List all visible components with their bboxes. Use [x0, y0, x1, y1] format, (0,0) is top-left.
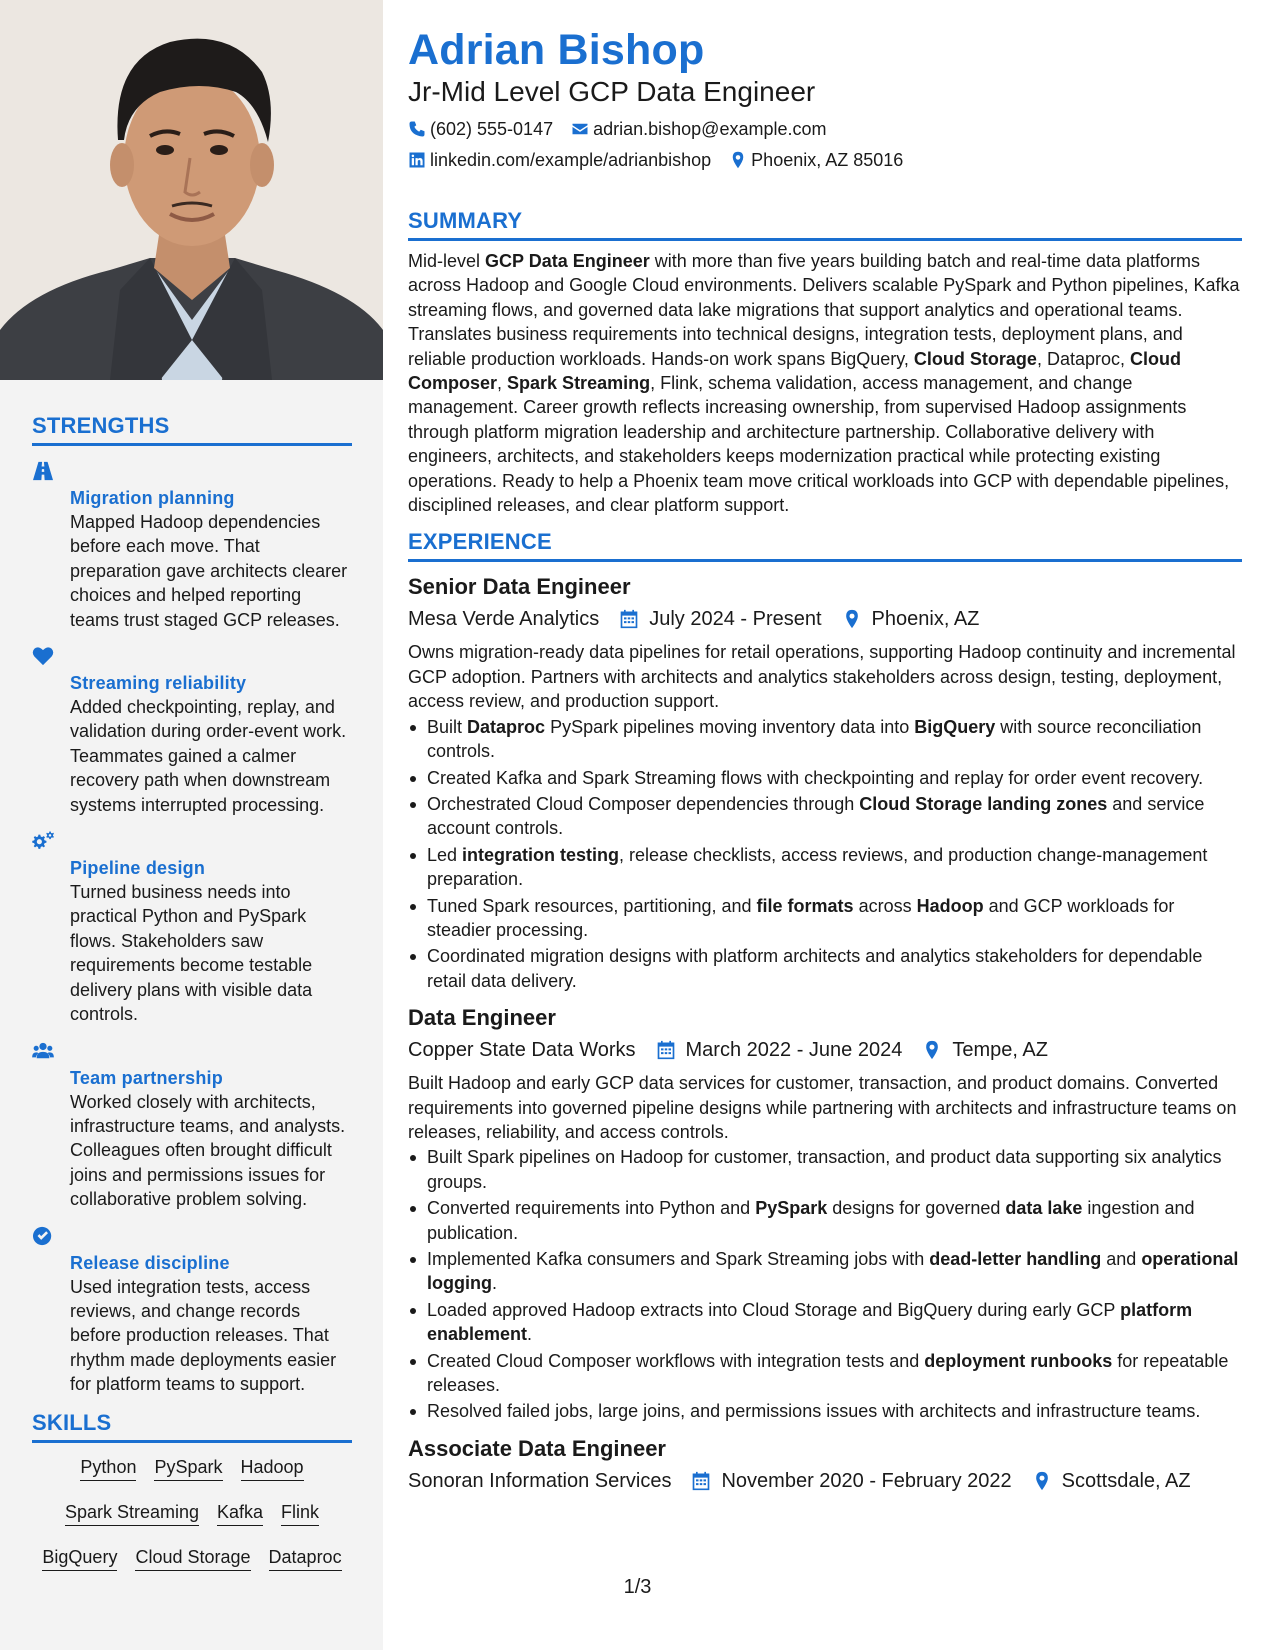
- text-run: Created Kafka and Spark Streaming flows with checkpointing and replay for order event recovery.: [427, 767, 1204, 788]
- text-run: designs for governed: [827, 1198, 1006, 1219]
- text-run: , Dataproc,: [1036, 348, 1130, 369]
- list-item: [408, 1298, 1242, 1347]
- page-number: 1/3: [623, 1576, 652, 1598]
- email-text: adrian.bishop@example.com: [593, 119, 827, 139]
- text-run: Built Spark pipelines on Hadoop for customer, transaction, and product data supporting six analytics groups.: [427, 1147, 1222, 1192]
- bold-text: BigQuery: [914, 716, 996, 737]
- job-location: Phoenix, AZ: [871, 608, 980, 631]
- text-run: PySpark pipelines moving inventory data into: [545, 716, 915, 737]
- section-divider: [408, 559, 1242, 562]
- users-icon: [32, 1040, 70, 1212]
- experience-section: [408, 529, 1242, 1493]
- list-item: [408, 715, 1242, 764]
- job-meta: [408, 1468, 1242, 1494]
- job-bullets: [408, 1145, 1242, 1423]
- summary-text: [408, 249, 1242, 517]
- job-title: Senior Data Engineer: [408, 574, 631, 600]
- calendar-icon: [619, 609, 639, 629]
- text-run: and GCP workloads for steadier processing.: [427, 895, 1175, 940]
- skill-tag: Kafka: [217, 1502, 263, 1526]
- main-content: [408, 0, 1242, 1494]
- profile-photo-illustration: [0, 0, 383, 380]
- linkedin-text: linkedin.com/example/adrianbishop: [430, 150, 712, 170]
- strength-item: [32, 1040, 352, 1212]
- text-run: .: [527, 1324, 533, 1345]
- text-run: and service account controls.: [427, 793, 1205, 839]
- bold-text: Cloud Storage landing zones: [859, 793, 1108, 814]
- strength-name: Streaming reliability: [70, 673, 247, 694]
- candidate-role: Jr-Mid Level GCP Data Engineer: [408, 76, 816, 107]
- bold-text: deployment runbooks: [924, 1350, 1113, 1371]
- text-run: .: [491, 1273, 497, 1294]
- section-divider: [32, 443, 352, 446]
- text-run: across: [853, 895, 917, 916]
- skills-list: [32, 1457, 352, 1571]
- bold-text: GCP Data Engineer: [485, 251, 650, 271]
- list-item: [408, 1145, 1242, 1194]
- text-run: Led: [427, 844, 463, 865]
- strength-item: [32, 645, 352, 817]
- bold-text: operational logging: [427, 1249, 1239, 1294]
- strength-item: [32, 460, 352, 632]
- job-title: Data Engineer: [408, 1005, 556, 1031]
- linkedin-contact[interactable]: [408, 149, 711, 171]
- text-run: Mid-level: [408, 251, 486, 271]
- skill-tag: Hadoop: [241, 1457, 304, 1481]
- candidate-name: Adrian Bishop: [408, 26, 705, 74]
- text-run: Orchestrated Cloud Composer dependencies through: [427, 793, 860, 814]
- list-item: [408, 1196, 1242, 1245]
- job-dates: March 2022 - June 2024: [685, 1039, 903, 1062]
- phone-text: (602) 555-0147: [430, 119, 554, 139]
- text-run: Loaded approved Hadoop extracts into Cloud Storage and BigQuery during early GCP: [427, 1299, 1121, 1320]
- text-run: Built: [427, 716, 468, 737]
- strength-desc: Turned business needs into practical Python and PySpark flows. Stakeholders saw requirements become testable delivery plans with visible data controls.: [70, 882, 313, 1025]
- bold-text: integration testing: [462, 844, 620, 865]
- section-divider: [32, 1440, 352, 1443]
- list-item: [408, 843, 1242, 892]
- list-item: [408, 944, 1242, 993]
- sidebar: [0, 0, 383, 1650]
- experience-title: EXPERIENCE: [408, 529, 552, 555]
- list-item: [408, 766, 1242, 790]
- bold-text: Spark Streaming: [507, 373, 651, 394]
- strength-desc: Mapped Hadoop dependencies before each move. That preparation gave architects clearer choices and helped reporting teams trust staged GCP releases.: [70, 512, 348, 630]
- skill-tag: PySpark: [154, 1457, 222, 1481]
- job-location: Tempe, AZ: [952, 1039, 1048, 1062]
- bold-text: Hadoop: [916, 895, 984, 916]
- job-entry: [408, 1005, 1242, 1424]
- phone-contact[interactable]: [408, 118, 553, 140]
- job-company: Mesa Verde Analytics: [408, 608, 600, 631]
- location-text: Phoenix, AZ 85016: [751, 150, 904, 170]
- strengths-title: STRENGTHS: [32, 413, 170, 438]
- map-pin-icon: [729, 151, 747, 169]
- text-run: and: [1101, 1249, 1142, 1269]
- skills-title: SKILLS: [32, 1409, 112, 1435]
- job-meta: [408, 606, 1242, 632]
- profile-photo: [0, 0, 383, 380]
- job-description: Built Hadoop and early GCP data services for customer, transaction, and product domains. Converted requirements into governed pipeline designs while partnering with architects and infrastructure teams on releases, reliability, and access controls.: [408, 1073, 1237, 1142]
- strength-desc: Worked closely with architects, infrastructure teams, and analysts. Colleagues often brought difficult joins and permissions issues for collaborative problem solving.: [70, 1091, 346, 1210]
- strength-name: Release discipline: [70, 1252, 230, 1273]
- skill-tag: Spark Streaming: [65, 1502, 199, 1526]
- bold-text: platform enablement: [427, 1299, 1193, 1345]
- text-run: Resolved failed jobs, large joins, and permissions issues with architects and infrastructure teams.: [427, 1401, 1201, 1422]
- text-run: , release checklists, access reviews, and production change-management preparation.: [427, 844, 1208, 890]
- calendar-icon: [656, 1040, 676, 1060]
- job-entry: [408, 574, 1242, 993]
- text-run: , Flink, schema validation, access management, and change management. Career growth reflects increasing ownership, from supervised Hadoop assignments through platform migration leadership and architecture partnership. Collaborative delivery with engineers, architects, and stakeholders keeps modernization practical while protecting existing operations. Ready to help a Phoenix team move critical workloads into GCP with dependable pipelines, disciplined releases, and clear platform support.: [408, 373, 1230, 516]
- bold-text: Dataproc: [467, 716, 546, 737]
- section-divider: [408, 238, 1242, 241]
- text-run: with more than five years building batch and real-time data platforms across Hadoop and Google Cloud environments. Delivers scalable PySpark and Python pipelines, Kafka streaming flows, and governed data lake migrations that support analytics and operational teams. Translates business requirements into technical designs, integration tests, deployment plans, and reliable production workloads. Hands-on work spans BigQuery,: [408, 251, 1240, 369]
- job-list: [408, 574, 1242, 1493]
- job-company: Copper State Data Works: [408, 1039, 636, 1062]
- bold-text: Cloud Composer: [408, 348, 1181, 394]
- job-description: Owns migration-ready data pipelines for retail operations, supporting Hadoop continuity and incremental GCP adoption. Partners with architects and analytics stakeholders across design, testing, deployment, access review, and production support.: [408, 642, 1236, 712]
- email-contact[interactable]: [571, 118, 826, 140]
- summary-title: SUMMARY: [408, 208, 523, 233]
- envelope-icon: [571, 120, 589, 138]
- map-pin-icon: [922, 1040, 942, 1060]
- job-bullets: [408, 715, 1242, 993]
- job-location: Scottsdale, AZ: [1061, 1469, 1191, 1492]
- strength-name: Team partnership: [70, 1067, 223, 1088]
- skill-tag: BigQuery: [42, 1547, 117, 1571]
- check-circle-icon: [32, 1225, 70, 1397]
- contact-row: [408, 149, 1242, 171]
- skill-tag: Python: [80, 1457, 136, 1481]
- phone-icon: [408, 120, 426, 138]
- linkedin-icon: [408, 151, 426, 169]
- skill-tag: Dataproc: [269, 1547, 342, 1571]
- strength-item: [32, 830, 352, 1026]
- list-item: [408, 1247, 1242, 1296]
- job-meta: [408, 1037, 1242, 1063]
- calendar-icon: [691, 1471, 711, 1491]
- strength-name: Migration planning: [70, 488, 235, 508]
- job-dates: July 2024 - Present: [649, 608, 822, 631]
- gears-icon: [32, 830, 70, 1026]
- strengths-list: [32, 460, 352, 1397]
- job-company: Sonoran Information Services: [408, 1469, 672, 1492]
- text-run: Created Cloud Composer workflows with integration tests and: [427, 1350, 925, 1371]
- contact-row: [408, 118, 1242, 140]
- text-run: Tuned Spark resources, partitioning, and: [427, 895, 757, 916]
- bold-text: data lake: [1005, 1198, 1083, 1219]
- summary-section: [408, 208, 1242, 517]
- map-pin-icon: [1032, 1471, 1052, 1491]
- skill-tag: Cloud Storage: [135, 1547, 250, 1571]
- strength-item: [32, 1225, 352, 1397]
- text-run: ,: [497, 373, 508, 394]
- skill-tag: Flink: [281, 1502, 319, 1526]
- bold-text: dead-letter handling: [929, 1249, 1102, 1269]
- job-title: Associate Data Engineer: [408, 1435, 666, 1461]
- text-run: Implemented Kafka consumers and Spark Streaming jobs with: [427, 1249, 930, 1269]
- bold-text: PySpark: [755, 1198, 828, 1219]
- strength-desc: Added checkpointing, replay, and validation during order-event work. Teammates gained a calmer recovery path when downstream systems interrupted processing.: [70, 697, 347, 815]
- list-item: [408, 1349, 1242, 1398]
- heart-icon: [32, 645, 70, 817]
- text-run: Converted requirements into Python and: [427, 1198, 756, 1219]
- job-dates: November 2020 - February 2022: [721, 1469, 1012, 1492]
- bold-text: file formats: [756, 895, 854, 916]
- strength-desc: Used integration tests, access reviews, and change records before production releases. That rhythm made deployments easier for platform teams to support.: [70, 1276, 337, 1395]
- list-item: [408, 792, 1242, 841]
- text-run: Coordinated migration designs with platform architects and analytics stakeholders for dependable retail data delivery.: [427, 946, 1203, 991]
- text-run: with source reconciliation controls.: [427, 716, 1202, 762]
- job-entry: [408, 1436, 1242, 1494]
- location-contact: [729, 149, 903, 171]
- road-icon: [32, 460, 70, 632]
- text-run: for repeatable releases.: [427, 1350, 1229, 1396]
- map-pin-icon: [842, 609, 862, 629]
- list-item: [408, 894, 1242, 943]
- strength-name: Pipeline design: [70, 858, 206, 879]
- bold-text: Cloud Storage: [913, 348, 1037, 369]
- text-run: ingestion and publication.: [427, 1198, 1195, 1243]
- list-item: [408, 1399, 1242, 1423]
